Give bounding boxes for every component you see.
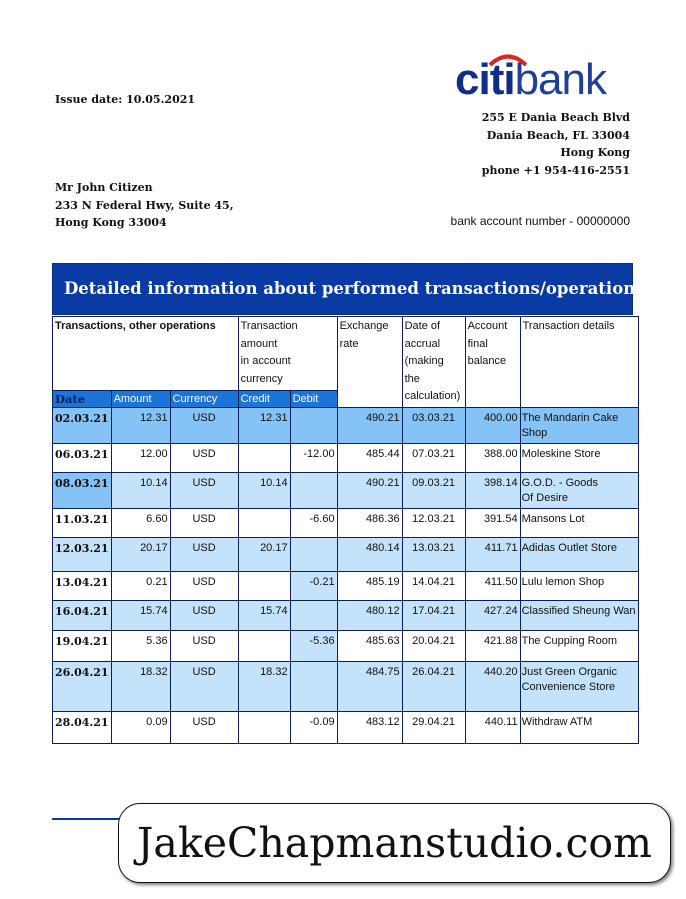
cell-currency: USD <box>170 407 238 443</box>
table-row <box>53 508 639 537</box>
table-row <box>53 472 639 508</box>
cell-details: Classified Sheung Wan <box>520 600 638 630</box>
cell-rate: 484.75 <box>337 661 402 711</box>
cell-date: 12.03.21 <box>53 537 112 571</box>
cell-currency: USD <box>170 630 238 661</box>
cell-amount: 12.31 <box>111 407 170 443</box>
header-line: the <box>404 372 420 385</box>
detail-line: Just Green Organic <box>521 665 617 678</box>
cell-credit: 12.31 <box>238 407 290 443</box>
cell-amount: 12.00 <box>111 443 170 472</box>
cell-balance: 391.54 <box>465 508 520 537</box>
cell-amount: 10.14 <box>111 472 170 508</box>
cell-currency: USD <box>170 711 238 743</box>
cell-date: 26.04.21 <box>53 661 112 711</box>
detail-line: Shop <box>521 426 548 439</box>
subheader-date: Date <box>53 391 112 407</box>
cell-debit: -6.60 <box>290 508 337 537</box>
cell-rate: 483.12 <box>337 711 402 743</box>
subheader-currency: Currency <box>170 391 238 407</box>
banner-title: Detailed information about performed transactions/operations <box>64 279 645 298</box>
cell-amount: 6.60 <box>111 508 170 537</box>
cell-details <box>520 407 638 443</box>
cell-currency: USD <box>170 600 238 630</box>
cell-amount: 20.17 <box>111 537 170 571</box>
bank-address <box>482 109 630 179</box>
header-line: rate <box>339 337 359 350</box>
cell-amount: 0.21 <box>111 571 170 600</box>
header-line: (making <box>404 355 444 367</box>
header-final-balance <box>465 317 520 408</box>
cell-credit: 20.17 <box>238 537 290 571</box>
cell-credit <box>238 630 290 661</box>
cell-accrual: 26.04.21 <box>402 661 465 711</box>
cell-date: 28.04.21 <box>53 711 112 743</box>
customer-address <box>55 179 234 232</box>
footer-rule <box>52 818 122 820</box>
cell-details <box>520 661 638 711</box>
cell-date: 08.03.21 <box>53 472 112 508</box>
subheader-debit: Debit <box>290 391 337 407</box>
cell-details: Mansons Lot <box>520 508 638 537</box>
cell-debit <box>290 407 337 443</box>
cell-details: Adidas Outlet Store <box>520 537 638 571</box>
subheader-amount: Amount <box>111 391 170 407</box>
table-row <box>53 711 639 743</box>
header-line: Transaction <box>240 320 298 332</box>
cell-debit: -0.21 <box>290 571 337 600</box>
cell-accrual: 09.03.21 <box>402 472 465 508</box>
cell-balance: 440.20 <box>465 661 520 711</box>
cell-date: 13.04.21 <box>53 571 112 600</box>
cell-details <box>520 472 638 508</box>
cell-accrual: 12.03.21 <box>402 508 465 537</box>
detail-line: Convenience Store <box>521 680 616 693</box>
cell-rate: 490.21 <box>337 472 402 508</box>
header-line: Exchange <box>339 320 389 332</box>
header-line: amount <box>240 337 278 350</box>
cell-amount: 5.36 <box>111 630 170 661</box>
cell-balance: 398.14 <box>465 472 520 508</box>
table-row <box>53 600 639 630</box>
cell-rate: 486.36 <box>337 508 402 537</box>
cell-balance: 411.50 <box>465 571 520 600</box>
cell-balance: 427.24 <box>465 600 520 630</box>
header-line: Date of <box>404 320 441 332</box>
citibank-logo <box>455 55 606 104</box>
table-row <box>53 630 639 661</box>
bank-phone: phone +1 954-416-2551 <box>481 163 630 177</box>
watermark-banner: JakeChapmanstudio.com <box>118 803 671 883</box>
cell-credit: 15.74 <box>238 600 290 630</box>
cell-balance: 411.71 <box>465 537 520 571</box>
cell-accrual: 17.04.21 <box>402 600 465 630</box>
cell-currency: USD <box>170 537 238 571</box>
cell-rate: 485.63 <box>337 630 402 661</box>
subheader-credit: Credit <box>238 391 290 407</box>
cell-rate: 480.14 <box>337 537 402 571</box>
header-line: calculation) <box>404 390 461 402</box>
cell-debit: -0.09 <box>290 711 337 743</box>
table-row <box>53 537 639 571</box>
table-row <box>53 443 639 472</box>
cell-currency: USD <box>170 472 238 508</box>
cell-credit <box>238 571 290 600</box>
table-row <box>53 571 639 600</box>
logo-citi: citi <box>455 55 515 104</box>
header-line: balance <box>467 355 507 367</box>
logo-bank: bank <box>514 55 606 104</box>
cell-balance: 421.88 <box>465 630 520 661</box>
cell-balance: 440.11 <box>465 711 520 743</box>
cell-date: 06.03.21 <box>53 443 112 472</box>
cell-credit: 18.32 <box>238 661 290 711</box>
account-number: bank account number - 00000000 <box>450 214 630 228</box>
detail-line: G.O.D. - Goods <box>521 476 599 489</box>
cell-currency: USD <box>170 443 238 472</box>
issue-date: Issue date: 10.05.2021 <box>55 93 196 106</box>
cell-debit <box>290 472 337 508</box>
cell-details: Lulu lemon Shop <box>520 571 638 600</box>
cell-debit <box>290 661 337 711</box>
cell-credit <box>238 711 290 743</box>
transactions-table <box>52 316 639 744</box>
cell-currency: USD <box>170 571 238 600</box>
cell-accrual: 14.04.21 <box>402 571 465 600</box>
bank-address-line1: 255 E Dania Beach Blvd <box>481 111 630 124</box>
cell-date: 02.03.21 <box>53 407 112 443</box>
cell-accrual: 07.03.21 <box>402 443 465 472</box>
cell-credit <box>238 508 290 537</box>
cell-date: 16.04.21 <box>53 600 112 630</box>
cell-details: Moleskine Store <box>520 443 638 472</box>
cell-amount: 0.09 <box>111 711 170 743</box>
cell-rate: 485.19 <box>337 571 402 600</box>
cell-details: The Cupping Room <box>520 630 638 661</box>
header-transaction-details: Transaction details <box>520 317 638 408</box>
table-row <box>53 661 639 711</box>
cell-amount: 15.74 <box>111 600 170 630</box>
cell-rate: 490.21 <box>337 407 402 443</box>
cell-currency: USD <box>170 661 238 711</box>
section-banner <box>52 263 645 315</box>
detail-line: Of Desire <box>521 491 569 504</box>
cell-accrual: 03.03.21 <box>402 407 465 443</box>
header-line: final <box>467 337 488 350</box>
header-transaction-amount <box>238 317 337 391</box>
cell-debit: -5.36 <box>290 630 337 661</box>
cell-credit <box>238 443 290 472</box>
table-row <box>53 407 639 443</box>
cell-accrual: 29.04.21 <box>402 711 465 743</box>
cell-debit <box>290 537 337 571</box>
header-accrual-date <box>402 317 465 408</box>
header-line: Account <box>467 320 508 332</box>
detail-line: The Mandarin Cake <box>521 411 619 424</box>
cell-balance: 400.00 <box>465 407 520 443</box>
header-transactions: Transactions, other operations <box>53 317 239 391</box>
header-exchange-rate <box>337 317 402 408</box>
cell-date: 11.03.21 <box>53 508 112 537</box>
cell-accrual: 20.04.21 <box>402 630 465 661</box>
customer-city: Hong Kong 33004 <box>55 216 167 229</box>
header-line: accrual <box>404 337 441 350</box>
cell-details: Withdraw ATM <box>520 711 638 743</box>
cell-debit: -12.00 <box>290 443 337 472</box>
bank-address-line2: Dania Beach, FL 33004 <box>486 128 630 142</box>
cell-accrual: 13.03.21 <box>402 537 465 571</box>
cell-debit <box>290 600 337 630</box>
cell-date: 19.04.21 <box>53 630 112 661</box>
cell-balance: 388.00 <box>465 443 520 472</box>
customer-street: 233 N Federal Hwy, Suite 45, <box>55 198 234 212</box>
header-line: currency <box>240 372 283 385</box>
bank-address-line3: Hong Kong <box>560 146 630 159</box>
cell-currency: USD <box>170 508 238 537</box>
customer-name: Mr John Citizen <box>55 181 153 194</box>
table-header-row <box>53 317 639 391</box>
cell-rate: 480.12 <box>337 600 402 630</box>
cell-credit: 10.14 <box>238 472 290 508</box>
cell-amount: 18.32 <box>111 661 170 711</box>
header-line: in account <box>240 355 291 367</box>
cell-rate: 485.44 <box>337 443 402 472</box>
